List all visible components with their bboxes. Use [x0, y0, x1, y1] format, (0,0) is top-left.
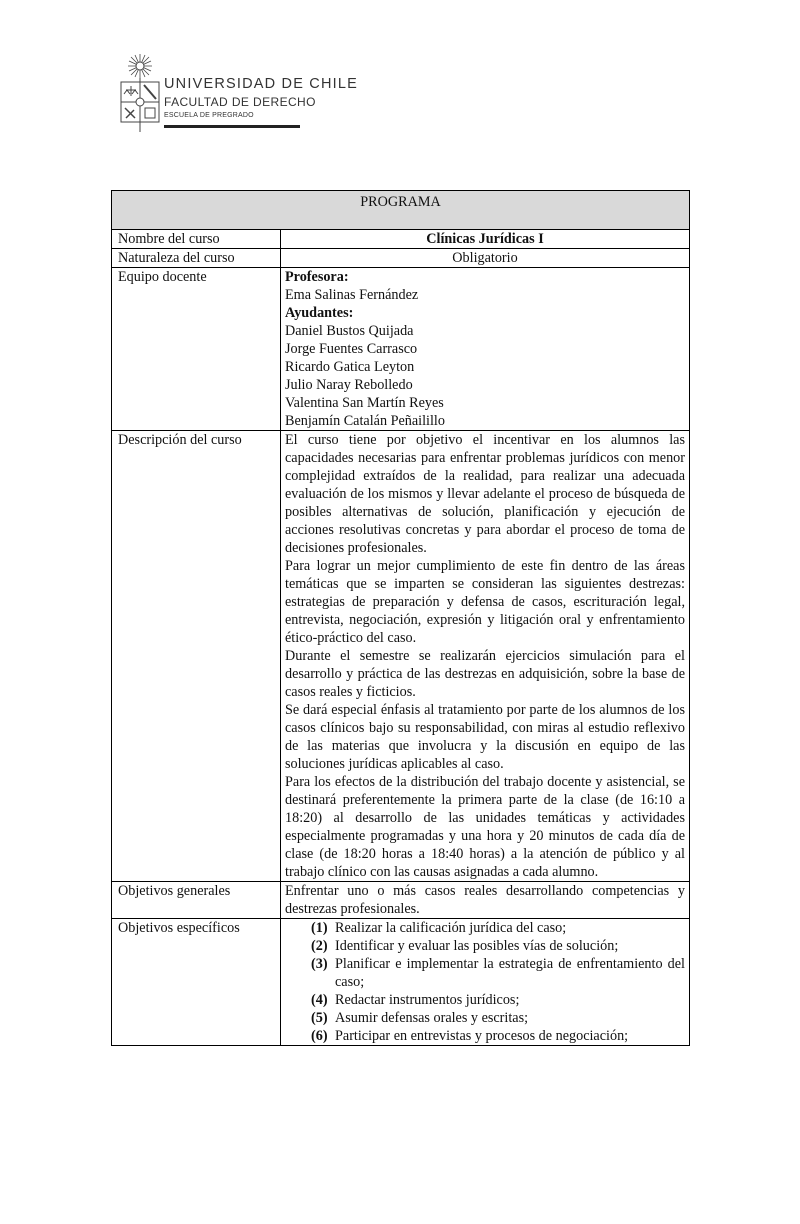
assistant-name: Benjamín Catalán Peñailillo [285, 413, 445, 429]
table-row [112, 230, 690, 249]
item-text: Planificar e implementar la estrategia de enfrentamiento del caso; [335, 956, 685, 990]
program-table [111, 190, 690, 1046]
item-text: Redactar instrumentos jurídicos; [335, 992, 520, 1008]
team-label: Equipo docente [112, 268, 281, 431]
assistant-name: Daniel Bustos Quijada [285, 323, 414, 339]
description-paragraph: Para lograr un mejor cumplimiento de este fin dentro de las áreas temáticas que se imparten se consideran las siguientes destrezas: estrategias de preparación y defensa de casos, escrituración legal, entrevista, negociación, expresión y litigación oral y enfrentamiento ético-práctico del caso. [285, 558, 685, 646]
professor-name: Ema Salinas Fernández [285, 287, 419, 303]
course-name-label: Nombre del curso [112, 230, 281, 249]
list-item [285, 991, 685, 1009]
assistant-name: Jorge Fuentes Carrasco [285, 341, 418, 357]
description-paragraph: Se dará especial énfasis al tratamiento por parte de los alumnos de los casos clínicos bajo su responsabilidad, con miras al estudio reflexivo de las materias que involucra y la discusión en equipo de las soluciones jurídicas aplicables al caso. [285, 702, 685, 772]
table-row [112, 919, 690, 1046]
general-objectives-label: Objetivos generales [112, 882, 281, 919]
item-text: Realizar la calificación jurídica del caso; [335, 920, 567, 936]
assistant-name: Julio Naray Rebolledo [285, 377, 413, 393]
item-text: Identificar y evaluar las posibles vías de solución; [335, 938, 619, 954]
description-label: Descripción del curso [112, 431, 281, 882]
assistant-name: Ricardo Gatica Leyton [285, 359, 415, 375]
program-title: PROGRAMA [112, 191, 690, 230]
list-item [285, 1027, 685, 1045]
general-objectives: Enfrentar uno o más casos reales desarrollando competencias y destrezas profesionales. [281, 882, 690, 919]
specific-objectives-label: Objetivos específicos [112, 919, 281, 1046]
university-logo [118, 52, 438, 132]
logo-school-name: ESCUELA DE PREGRADO [164, 112, 254, 119]
item-number: (4) [311, 992, 328, 1008]
item-number: (3) [311, 956, 328, 972]
table-row [112, 268, 690, 431]
specific-objectives-list [285, 919, 685, 1045]
teaching-team [281, 268, 690, 431]
item-text: Participar en entrevistas y procesos de negociación; [335, 1028, 629, 1044]
table-row [112, 431, 690, 882]
professor-heading: Profesora: [285, 269, 349, 285]
university-crest-icon [118, 52, 162, 132]
item-number: (6) [311, 1028, 328, 1044]
logo-university-name: UNIVERSIDAD DE CHILE [164, 76, 359, 92]
list-item [285, 955, 685, 991]
course-description [281, 431, 690, 882]
item-number: (5) [311, 1010, 328, 1026]
item-number: (2) [311, 938, 328, 954]
course-name: Clínicas Jurídicas I [281, 230, 690, 249]
list-item [285, 1009, 685, 1027]
logo-underline [164, 125, 300, 128]
description-paragraph: Para los efectos de la distribución del trabajo docente y asistencial, se destinará preferentemente la primera parte de la clase (de 16:10 a 18:20) al desarrollo de las unidades temáticas y actividades especialmente programadas y una hora y 20 minutos de cada día de clase (de 18:20 horas a 18:40 horas) a la atención de público y al trabajo clínico con las causas asignadas a cada alumno. [285, 774, 685, 880]
description-paragraph: Durante el semestre se realizarán ejercicios simulación para el desarrollo y práctica de las destrezas en adquisición, sobre la base de casos reales y ficticios. [285, 648, 685, 700]
nature-label: Naturaleza del curso [112, 249, 281, 268]
specific-objectives [281, 919, 690, 1046]
course-nature: Obligatorio [281, 249, 690, 268]
list-item [285, 937, 685, 955]
list-item [285, 919, 685, 937]
table-row [112, 882, 690, 919]
table-row [112, 249, 690, 268]
item-text: Asumir defensas orales y escritas; [335, 1010, 529, 1026]
assistants-heading: Ayudantes: [285, 305, 354, 321]
description-paragraph: El curso tiene por objetivo el incentivar en los alumnos las capacidades necesarias para enfrentar problemas jurídicos con menor complejidad extraídos de la realidad, para realizar una adecuada evaluación de los mismos y llevar adelante el proceso de búsqueda de posibles alternativas de solución, planificación y ejecución de acciones resolutivas concretas y para abordar el proceso de toma de decisiones profesionales. [285, 432, 685, 556]
assistant-name: Valentina San Martín Reyes [285, 395, 444, 411]
table-header-row [112, 191, 690, 230]
item-number: (1) [311, 920, 328, 936]
logo-faculty-name: FACULTAD DE DERECHO [164, 95, 316, 109]
